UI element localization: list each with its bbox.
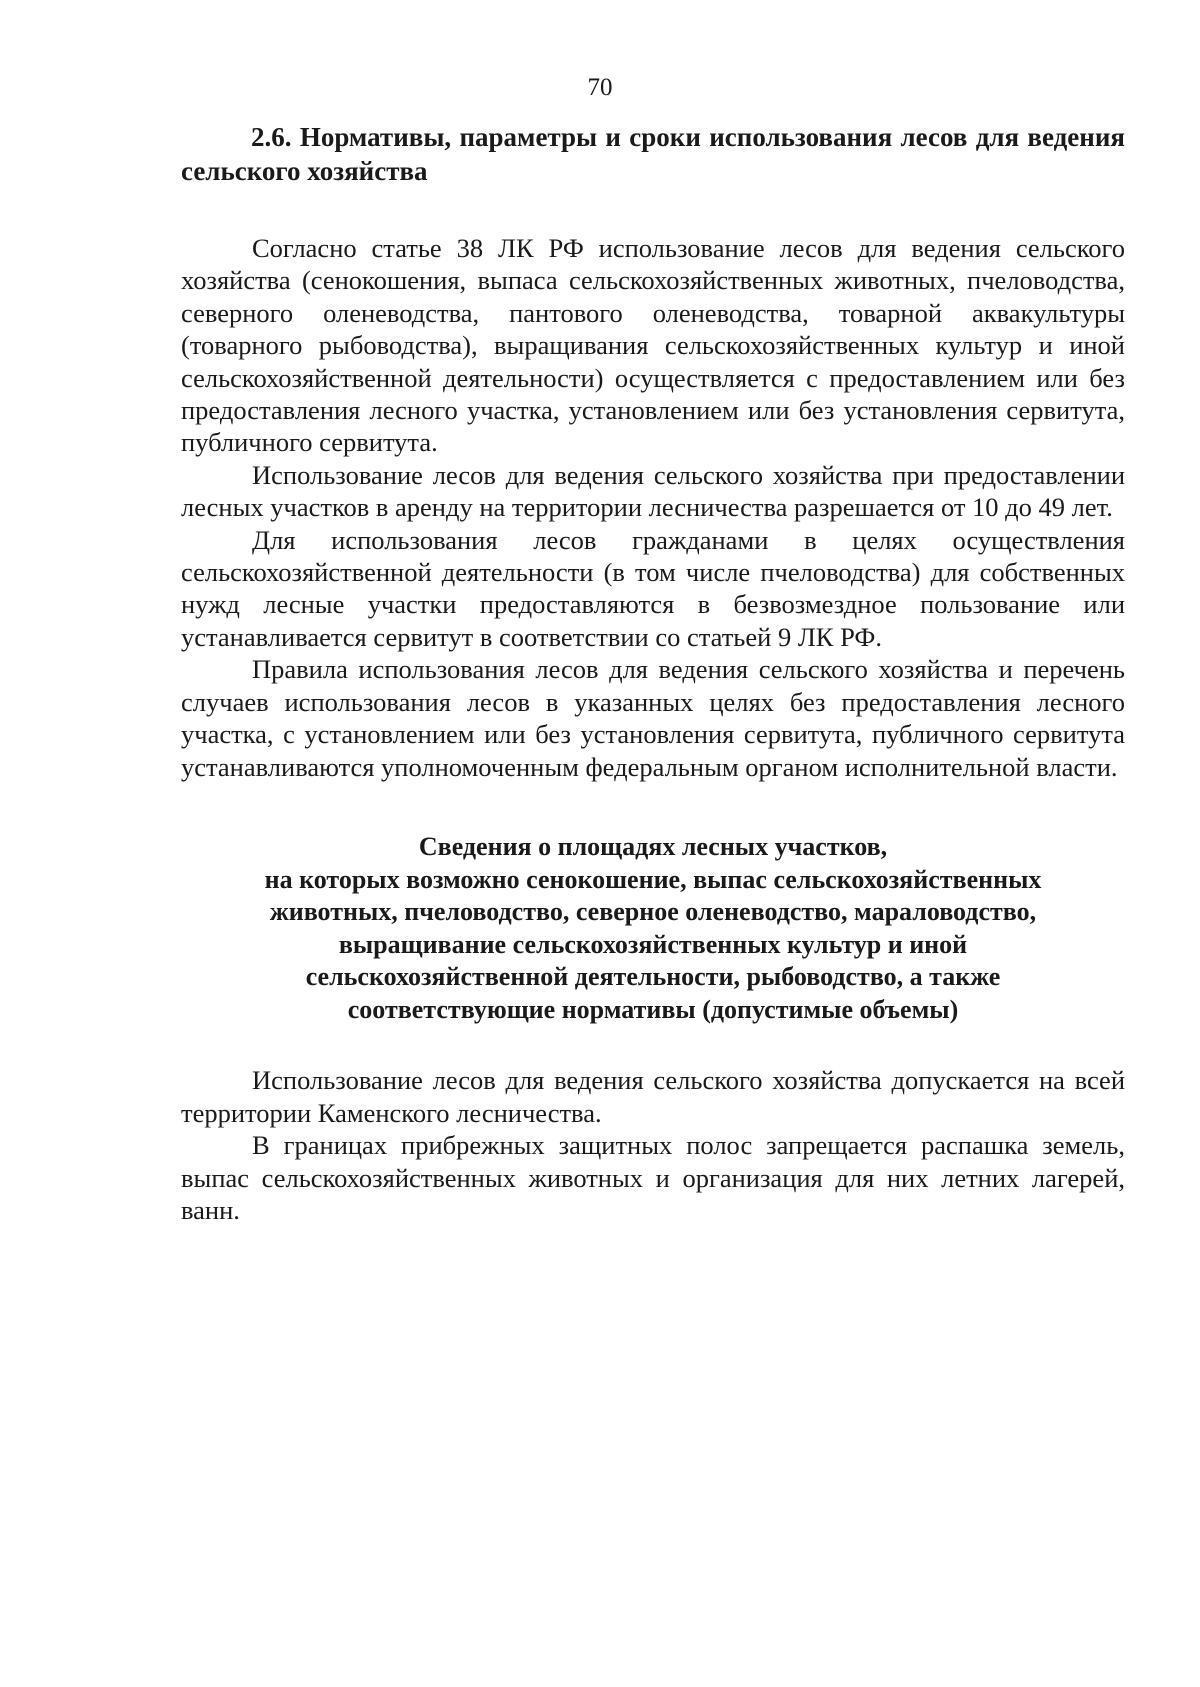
page-content xyxy=(181,120,1125,1227)
subsection-heading-line-5: сельскохозяйственной деятельности, рыбоводство, а также xyxy=(305,962,1001,992)
subsection-heading-line-3: животных, пчеловодство, северное оленеводство, мараловодство, xyxy=(269,897,1037,927)
section-paragraph-2: Использование лесов для ведения сельского хозяйства при предоставлении лесных участков в аренду на территории лесничества разрешается от 10 до 49 лет. xyxy=(181,459,1125,523)
section-heading: 2.6. Нормативы, параметры и сроки использования лесов для ведения сельского хозяйства xyxy=(181,122,1125,186)
subsection-heading-line-4: выращивание сельскохозяйственных культур и иной xyxy=(338,929,968,959)
subsection-heading-line-6: соответствующие нормативы (допустимые объемы) xyxy=(347,994,959,1024)
section-paragraph-3: Для использования лесов гражданами в целях осуществления сельскохозяйственной деятельности (в том числе пчеловодства) для собственных нужд лесные участки предоставляются в безвозмездное пользование или устанавливается сервитут в соответствии со статьей 9 ЛК РФ. xyxy=(181,524,1125,652)
subsection-heading-line-1: Сведения о площадях лесных участков, xyxy=(418,831,888,861)
section-paragraph-4: Правила использования лесов для ведения сельского хозяйства и перечень случаев использования лесов в указанных целях без предоставления лесного участка, с установлением или без установления сервитута, публичного сервитута устанавливаются уполномоченным федеральным органом исполнительной власти. xyxy=(181,654,1125,782)
page-number: 70 xyxy=(587,74,613,101)
subsection-heading xyxy=(181,831,1125,1027)
subsection-paragraph-1: Использование лесов для ведения сельского хозяйства допускается на всей территории Каменского лесничества. xyxy=(181,1065,1125,1128)
section-paragraph-1: Согласно статье 38 ЛК РФ использование лесов для ведения сельского хозяйства (сенокошения, выпаса сельскохозяйственных животных, пчеловодства, северного оленеводства, пантового оленеводства, товарной аквакультуры (товарного рыбоводства), выращивания сельскохозяйственных культур и иной сельскохозяйственной деятельности) осуществляется с предоставлением или без предоставления лесного участка, установлением или без установления сервитута, публичного сервитута. xyxy=(181,233,1125,458)
subsection-heading-line-2: на которых возможно сенокошение, выпас сельскохозяйственных xyxy=(264,864,1042,894)
subsection-paragraph-2: В границах прибрежных защитных полос запрещается распашка земель, выпас сельскохозяйственных животных и организация для них летних лагерей, ванн. xyxy=(181,1130,1125,1226)
